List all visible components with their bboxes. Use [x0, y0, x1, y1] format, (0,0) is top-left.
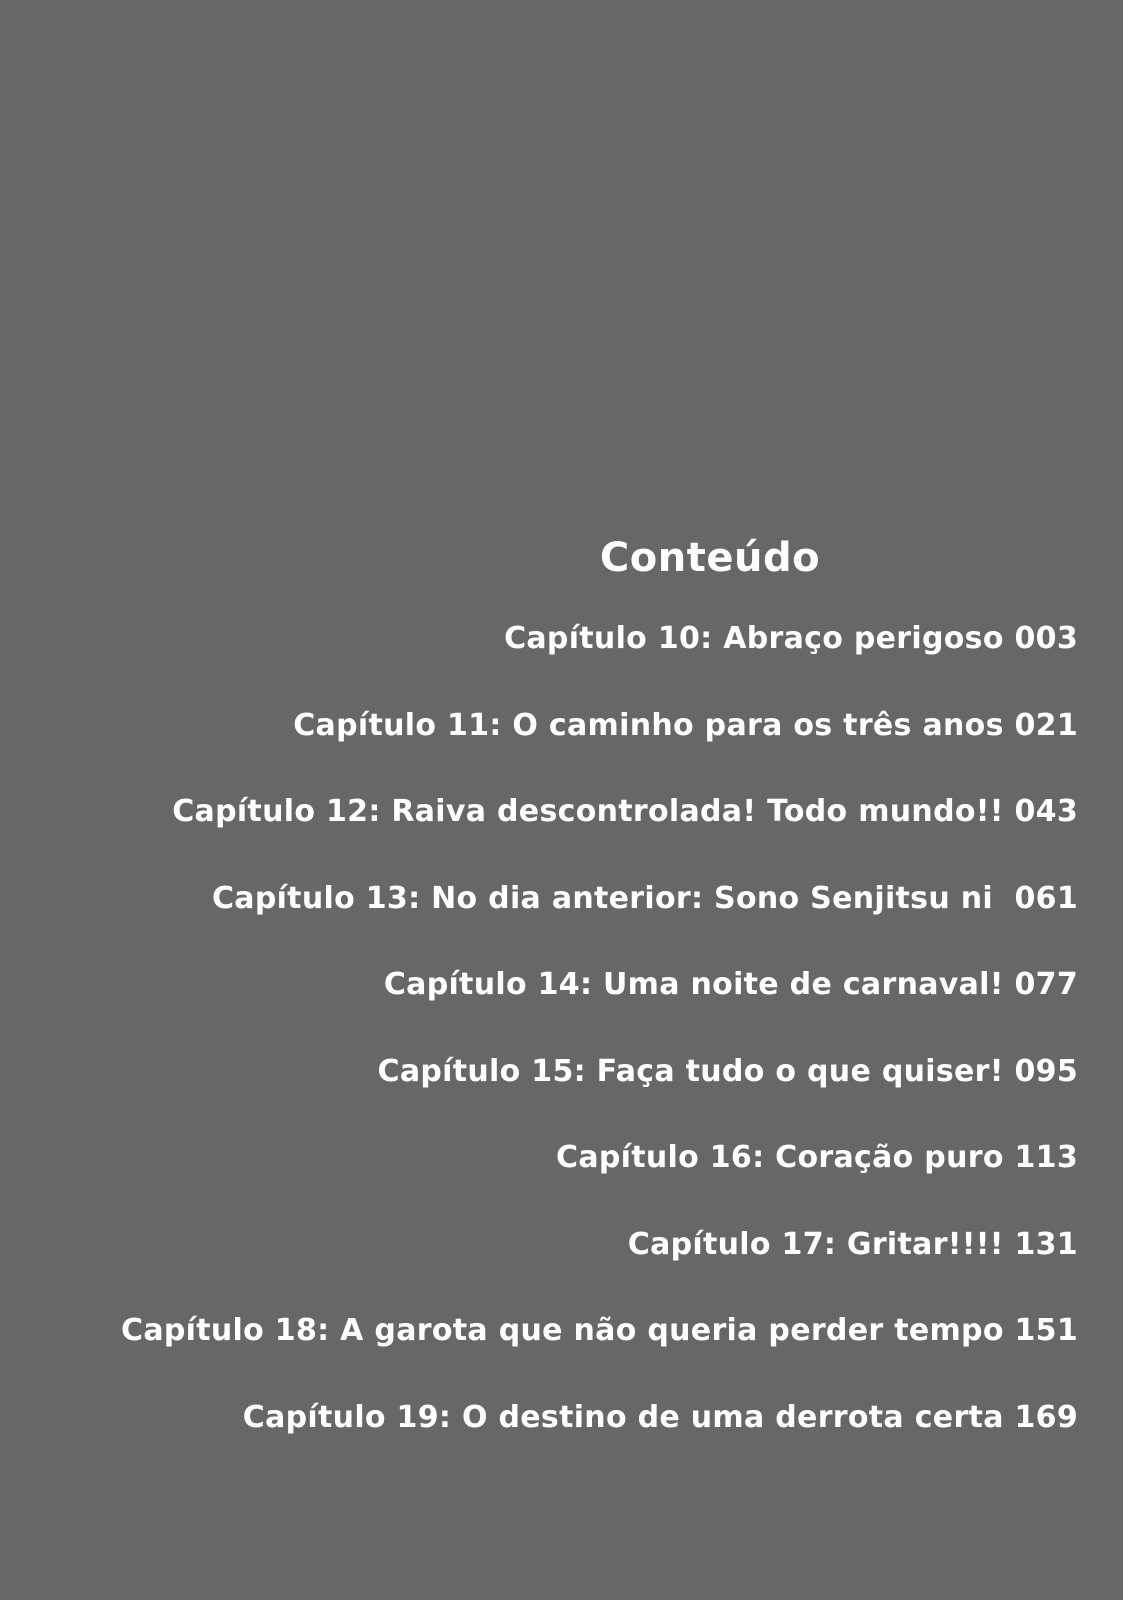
- chapter-entry-10: Capítulo 10: Abraço perigoso 003: [504, 621, 1078, 656]
- chapter-entry-18: Capítulo 18: A garota que não queria perder tempo 151: [121, 1313, 1078, 1348]
- chapter-entry-11: Capítulo 11: O caminho para os três anos 021: [293, 707, 1078, 743]
- chapter-entry-13: Capítulo 13: No dia anterior: Sono Senjitsu ni 061: [211, 880, 1078, 916]
- chapter-entry-16: Capítulo 16: Coração puro 113: [556, 1140, 1078, 1175]
- chapter-list: [121, 618, 1078, 1483]
- contents-title: Conteúdo: [599, 535, 821, 581]
- chapter-entry-12: Capítulo 12: Raiva descontrolada! Todo mundo!! 043: [172, 794, 1078, 829]
- chapter-entry-17: Capítulo 17: Gritar!!!! 131: [627, 1226, 1078, 1262]
- chapter-entry-19: Capítulo 19: O destino de uma derrota certa 169: [242, 1399, 1078, 1435]
- chapter-entry-15: Capítulo 15: Faça tudo o que quiser! 095: [377, 1053, 1078, 1089]
- chapter-entry-14: Capítulo 14: Uma noite de carnaval! 077: [383, 967, 1078, 1002]
